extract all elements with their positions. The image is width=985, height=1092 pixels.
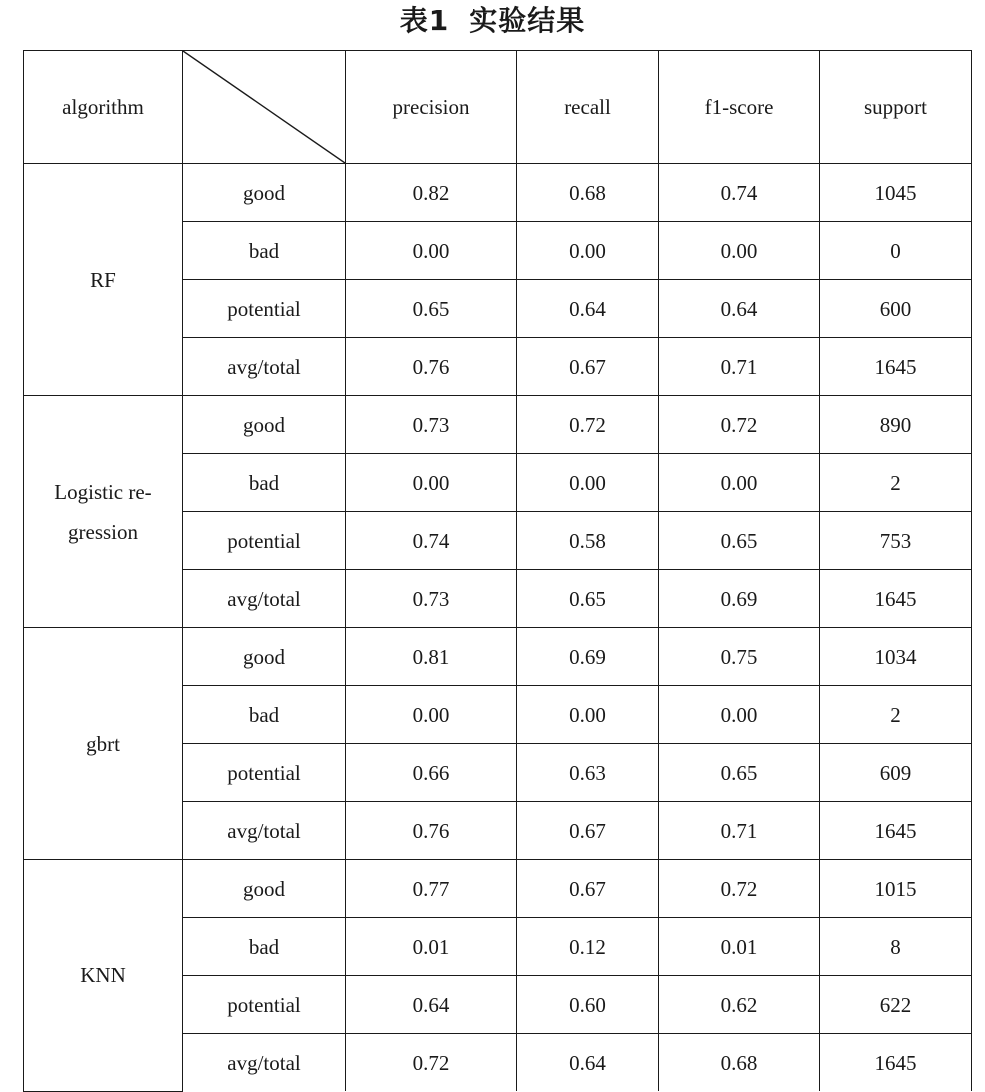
- f1-score-cell: 0.62: [659, 976, 820, 1034]
- f1-score-cell: 0.64: [659, 280, 820, 338]
- class-cell: bad: [183, 918, 346, 976]
- recall-cell: 0.00: [517, 454, 659, 512]
- recall-cell: 0.67: [517, 860, 659, 918]
- table-row: [24, 860, 972, 918]
- f1-score-cell: 0.74: [659, 164, 820, 222]
- support-cell: 600: [820, 280, 972, 338]
- recall-cell: 0.63: [517, 744, 659, 802]
- precision-cell: 0.74: [346, 512, 517, 570]
- support-cell: 1015: [820, 860, 972, 918]
- f1-score-cell: 0.68: [659, 1034, 820, 1092]
- header-row: [24, 51, 972, 164]
- recall-cell: 0.64: [517, 1034, 659, 1092]
- precision-cell: 0.82: [346, 164, 517, 222]
- support-cell: 0: [820, 222, 972, 280]
- f1-score-cell: 0.00: [659, 686, 820, 744]
- support-cell: 2: [820, 686, 972, 744]
- diagonal-header-cell: [183, 51, 346, 164]
- table-row: [24, 396, 972, 454]
- precision-cell: 0.01: [346, 918, 517, 976]
- class-cell: bad: [183, 222, 346, 280]
- class-cell: bad: [183, 686, 346, 744]
- header-precision: precision: [346, 51, 517, 164]
- recall-cell: 0.00: [517, 222, 659, 280]
- results-table: [23, 50, 972, 1092]
- recall-cell: 0.58: [517, 512, 659, 570]
- precision-cell: 0.76: [346, 802, 517, 860]
- table-title: 实验结果: [469, 4, 586, 37]
- support-cell: 1645: [820, 802, 972, 860]
- f1-score-cell: 0.01: [659, 918, 820, 976]
- f1-score-cell: 0.71: [659, 802, 820, 860]
- f1-score-cell: 0.72: [659, 860, 820, 918]
- f1-score-cell: 0.00: [659, 222, 820, 280]
- recall-cell: 0.69: [517, 628, 659, 686]
- f1-score-cell: 0.75: [659, 628, 820, 686]
- recall-cell: 0.12: [517, 918, 659, 976]
- support-cell: 8: [820, 918, 972, 976]
- class-cell: avg/total: [183, 570, 346, 628]
- header-algorithm: algorithm: [24, 51, 183, 164]
- algorithm-name: gression: [68, 519, 138, 544]
- recall-cell: 0.67: [517, 802, 659, 860]
- algorithm-name: gbrt: [86, 731, 120, 756]
- class-cell: avg/total: [183, 338, 346, 396]
- f1-score-cell: 0.69: [659, 570, 820, 628]
- support-cell: 1645: [820, 1034, 972, 1092]
- header-f1-score: f1-score: [659, 51, 820, 164]
- table-row: [24, 628, 972, 686]
- class-cell: good: [183, 396, 346, 454]
- support-cell: 609: [820, 744, 972, 802]
- class-cell: avg/total: [183, 1034, 346, 1092]
- recall-cell: 0.64: [517, 280, 659, 338]
- recall-cell: 0.68: [517, 164, 659, 222]
- precision-cell: 0.73: [346, 570, 517, 628]
- support-cell: 753: [820, 512, 972, 570]
- f1-score-cell: 0.00: [659, 454, 820, 512]
- f1-score-cell: 0.71: [659, 338, 820, 396]
- algorithm-name: Logistic re-: [54, 479, 152, 504]
- header-recall: recall: [517, 51, 659, 164]
- recall-cell: 0.67: [517, 338, 659, 396]
- table-caption: [0, 0, 985, 46]
- support-cell: 890: [820, 396, 972, 454]
- class-cell: bad: [183, 454, 346, 512]
- recall-cell: 0.00: [517, 686, 659, 744]
- class-cell: potential: [183, 512, 346, 570]
- support-cell: 1645: [820, 338, 972, 396]
- f1-score-cell: 0.65: [659, 512, 820, 570]
- class-cell: potential: [183, 976, 346, 1034]
- results-table-body: [24, 51, 972, 1092]
- table-row: [24, 164, 972, 222]
- support-cell: 622: [820, 976, 972, 1034]
- f1-score-cell: 0.65: [659, 744, 820, 802]
- diagonal-line: [183, 51, 345, 163]
- class-cell: potential: [183, 744, 346, 802]
- precision-cell: 0.81: [346, 628, 517, 686]
- precision-cell: 0.00: [346, 686, 517, 744]
- precision-cell: 0.77: [346, 860, 517, 918]
- header-support: support: [820, 51, 972, 164]
- support-cell: 1045: [820, 164, 972, 222]
- precision-cell: 0.66: [346, 744, 517, 802]
- algorithm-cell: [24, 628, 183, 860]
- precision-cell: 0.72: [346, 1034, 517, 1092]
- class-cell: avg/total: [183, 802, 346, 860]
- class-cell: good: [183, 628, 346, 686]
- algorithm-cell: [24, 860, 183, 1092]
- class-cell: good: [183, 860, 346, 918]
- precision-cell: 0.00: [346, 454, 517, 512]
- precision-cell: 0.00: [346, 222, 517, 280]
- f1-score-cell: 0.72: [659, 396, 820, 454]
- support-cell: 2: [820, 454, 972, 512]
- precision-cell: 0.64: [346, 976, 517, 1034]
- support-cell: 1645: [820, 570, 972, 628]
- algorithm-cell: [24, 396, 183, 628]
- algorithm-name: RF: [90, 267, 116, 292]
- class-cell: good: [183, 164, 346, 222]
- precision-cell: 0.73: [346, 396, 517, 454]
- recall-cell: 0.60: [517, 976, 659, 1034]
- recall-cell: 0.72: [517, 396, 659, 454]
- table-number: 表1: [399, 4, 450, 37]
- algorithm-cell: [24, 164, 183, 396]
- recall-cell: 0.65: [517, 570, 659, 628]
- support-cell: 1034: [820, 628, 972, 686]
- algorithm-name: KNN: [80, 963, 126, 988]
- class-cell: potential: [183, 280, 346, 338]
- precision-cell: 0.65: [346, 280, 517, 338]
- precision-cell: 0.76: [346, 338, 517, 396]
